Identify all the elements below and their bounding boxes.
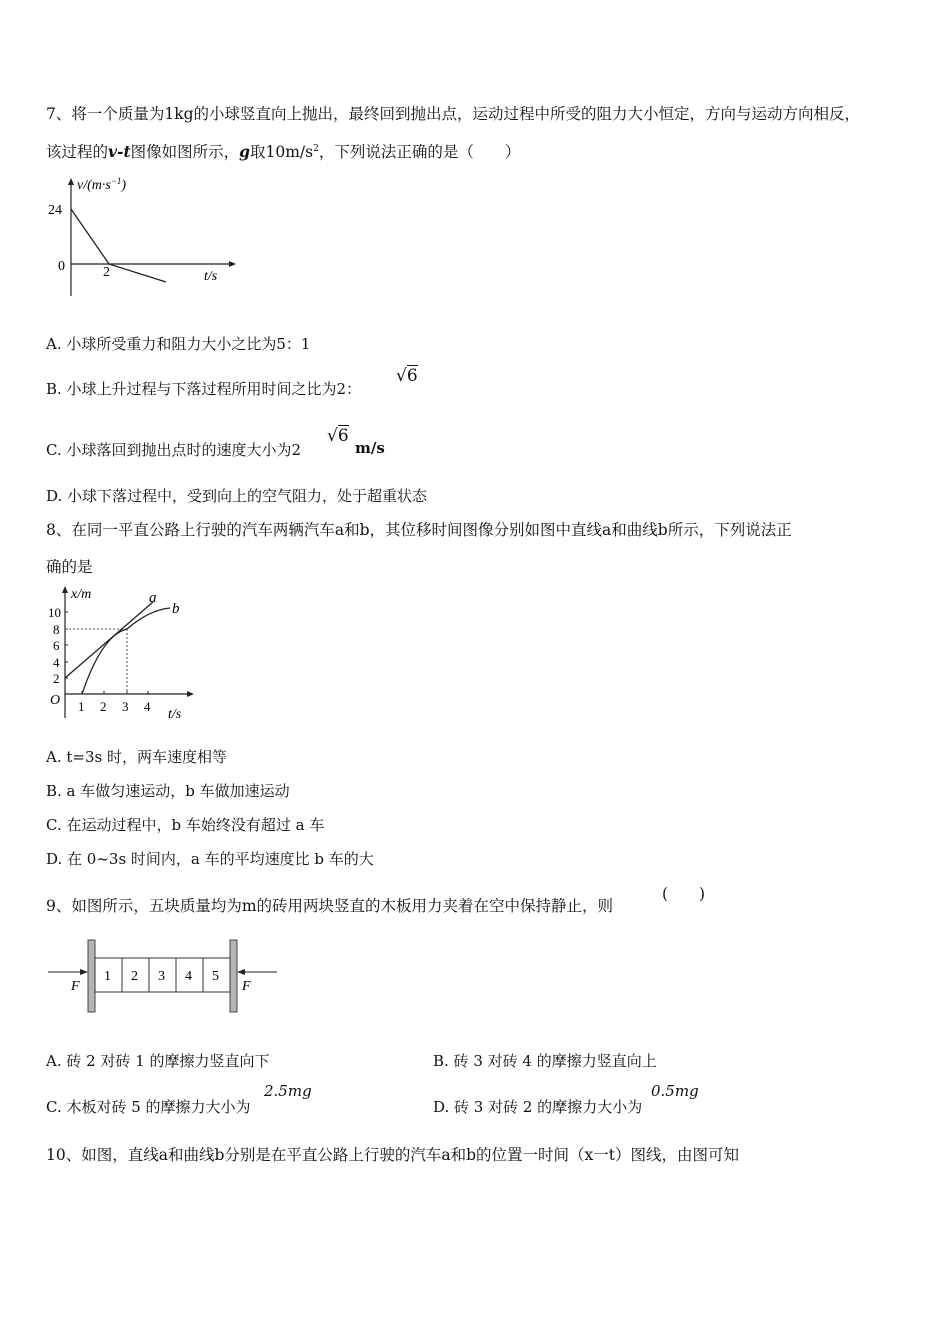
q7-option-b[interactable]: B. 小球上升过程与下落过程所用时间之比为2： <box>46 380 362 398</box>
q8-option-b[interactable]: B. a 车做匀速运动，b 车做加速运动 <box>46 782 290 800</box>
q8-xtick: 4 <box>144 699 151 714</box>
q9-option-d-value: 0.5mg <box>651 1082 699 1100</box>
q7-tick-2: 2 <box>103 265 110 280</box>
q8-ylabel: x/m <box>71 587 92 602</box>
brick-4: 4 <box>185 969 192 984</box>
brick-1: 1 <box>104 969 111 984</box>
q7-x-arrow <box>229 261 236 267</box>
q8-curve-b <box>82 608 170 694</box>
q8-label-a: a <box>149 590 157 606</box>
q8-option-c[interactable]: C. 在运动过程中，b 车始终没有超过 a 车 <box>46 816 325 834</box>
q9-option-c[interactable]: C. 木板对砖 5 的摩擦力大小为 <box>46 1098 251 1116</box>
q7-option-b-radical: √6 <box>396 366 418 386</box>
q8-ytick: 8 <box>53 622 60 637</box>
q8-option-d[interactable]: D. 在 0~3s 时间内，a 车的平均速度比 b 车的大 <box>46 850 374 868</box>
q7-down-segment <box>109 264 166 282</box>
q8-xlabel: t/s <box>168 707 182 722</box>
q8-xtick: 3 <box>122 699 129 714</box>
q8-x-arrow <box>187 691 194 697</box>
q7-tick-0: 0 <box>58 259 65 274</box>
q7-y-arrow <box>68 178 74 185</box>
q8-ytick: 10 <box>48 605 61 620</box>
q7-option-c-unit: m/s <box>355 439 385 457</box>
q9-option-b[interactable]: B. 砖 3 对砖 4 的摩擦力竖直向上 <box>433 1052 657 1070</box>
q10-stem: 10、如图，直线a和曲线b分别是在平直公路上行驶的汽车a和b的位置一时间（x一t）图线，由图可知 <box>46 1146 740 1164</box>
force-right-label: F <box>242 979 251 994</box>
left-board <box>88 940 95 1012</box>
q7-tick-24: 24 <box>48 203 62 218</box>
brick-3: 3 <box>158 969 165 984</box>
q8-xtick: 1 <box>78 699 85 714</box>
q8-option-a[interactable]: A. t=3s 时，两车速度相等 <box>46 748 227 766</box>
q8-xt-graph <box>44 580 204 725</box>
q9-answer-paren: ( ) <box>662 885 706 903</box>
q8-ytick: 2 <box>53 671 60 686</box>
q7-xlabel: t/s <box>204 269 218 284</box>
q8-y-arrow <box>62 586 68 593</box>
q8-label-b: b <box>172 601 180 617</box>
q8-origin: O <box>50 693 61 708</box>
q9-option-a[interactable]: A. 砖 2 对砖 1 的摩擦力竖直向下 <box>46 1052 270 1070</box>
q9-option-c-value: 2.5mg <box>264 1082 312 1100</box>
q7-stem-line1: 7、将一个质量为1kg的小球竖直向上抛出，最终回到抛出点，运动过程中所受的阻力大小恒定，方向与运动方向相反， <box>46 105 861 123</box>
q8-stem-line2: 确的是 <box>46 558 93 576</box>
q7-vt-graph <box>40 172 240 302</box>
q8-ytick: 4 <box>53 655 60 670</box>
q9-stem: 9、如图所示，五块质量均为m的砖用两块竖直的木板用力夹着在空中保持静止，则 <box>46 897 614 915</box>
brick-2: 2 <box>131 969 138 984</box>
brick-5: 5 <box>212 969 219 984</box>
q8-stem-line1: 8、在同一平直公路上行驶的汽车两辆汽车a和b，其位移时间图像分别如图中直线a和曲线b所示，下列说法正 <box>46 521 792 539</box>
right-board <box>230 940 237 1012</box>
q7-option-d[interactable]: D. 小球下落过程中，受到向上的空气阻力，处于超重状态 <box>46 487 428 505</box>
q8-xtick: 2 <box>100 699 107 714</box>
q7-option-a[interactable]: A. 小球所受重力和阻力大小之比为5：1 <box>46 335 311 353</box>
q7-option-c-radical: √6 <box>327 426 349 446</box>
q7-ylabel: $v/(m\cdot s^{-1})$ <box>77 176 127 193</box>
force-left-label: F <box>71 979 80 994</box>
q7-option-c[interactable]: C. 小球落回到抛出点时的速度大小为2 <box>46 441 302 459</box>
q7-up-segment <box>71 209 109 264</box>
q9-bricks-diagram <box>44 935 284 1015</box>
q7-stem-line2: 该过程的v-t图像如图所示，g取$10m/s^2$，下列说法正确的是（ ） <box>46 142 521 161</box>
q9-option-d[interactable]: D. 砖 3 对砖 2 的摩擦力大小为 <box>433 1098 643 1116</box>
q8-ytick: 6 <box>53 638 60 653</box>
